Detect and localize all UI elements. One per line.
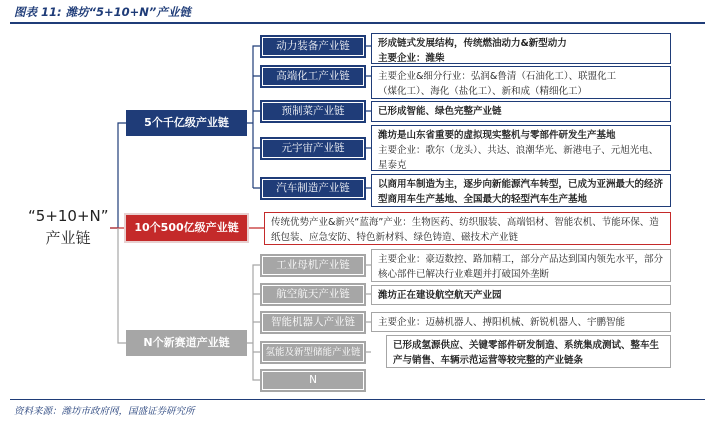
connector-root-blue [110, 123, 126, 228]
category-5-chains: 5个千亿级产业链 [126, 110, 247, 136]
footer-rule [10, 399, 705, 400]
desc-metaverse-line1: 潍坊是山东省重要的虚拟现实整机与零部件研发生产基地 [378, 130, 616, 141]
desc-hydrogen-storage [386, 335, 671, 368]
category-10-chains: 10个500亿级产业链 [126, 215, 247, 241]
desc-high-end-chemical-line1: 主要企业&细分行业：弘润&鲁清（石油化工）、联盟化工 [378, 71, 617, 82]
connector-blue-branch [247, 46, 260, 188]
chain-auto-manufacturing: 汽车制造产业链 [260, 177, 366, 200]
desc-auto-manufacturing-line1: 以商用车制造为主，逐步向新能源汽车转型，已成为亚洲最大的经济型商用车生产基地、全国最大的轻型汽车生产基地 [378, 179, 664, 205]
desc-aerospace [371, 285, 671, 305]
desc-machine-tools-text: 主要企业：豪迈数控、路加精工，部分产品达到国内领先水平，部分核心部件已解决行业难题并打破国外垄断 [378, 254, 664, 280]
desc-prepared-food-line1: 已形成智能、绿色完整产业链 [378, 106, 502, 117]
chain-prepared-food: 预制菜产业链 [260, 100, 366, 123]
chain-intelligent-robots: 智能机器人产业链 [260, 311, 366, 334]
chain-power-equipment: 动力装备产业链 [260, 35, 366, 58]
connector-grey-branch [247, 265, 260, 380]
chain-hydrogen-storage: 氢能及新型储能产业链 [260, 341, 366, 364]
desc-intelligent-robots-text: 主要企业：迈赫机器人、搏阳机械、新锐机器人、宇鹏智能 [378, 317, 626, 328]
desc-hydrogen-storage-text: 已形成氢源供应、关键零部件研发制造、系统集成测试、整车生产与销售、车辆示范运营等较完整的产业链条 [393, 340, 660, 366]
desc-10-chains [264, 212, 671, 245]
desc-10-chains-text: 传统优势产业&新兴“蓝海”产业：生物医药、纺织服装、高端铝材、智能农机、节能环保、造纸包装、应急安防、特色新材料、绿色铸造、磁技术产业链 [271, 217, 659, 243]
desc-intelligent-robots [371, 312, 671, 332]
desc-power-equipment-line2: 主要企业：潍柴 [378, 53, 445, 64]
root-subtitle: 产业链 [45, 229, 91, 247]
chain-aerospace: 航空航天产业链 [260, 283, 366, 306]
chain-high-end-chemical: 高端化工产业链 [260, 65, 366, 88]
category-n-chains: N个新赛道产业链 [126, 330, 247, 356]
desc-high-end-chemical [371, 66, 671, 99]
chain-machine-tools: 工业母机产业链 [260, 254, 366, 277]
root-title: “5+10+N” [28, 207, 109, 225]
desc-metaverse-line2: 主要企业：歌尔（龙头）、共达、浪潮华光、新港电子、元旭光电、星泰克 [378, 145, 659, 171]
desc-metaverse [371, 125, 671, 171]
connector-root-grey [118, 228, 126, 343]
desc-power-equipment [371, 33, 671, 64]
root-node [28, 205, 108, 249]
chain-n: N [260, 369, 366, 392]
chain-metaverse: 元宇宙产业链 [260, 137, 366, 160]
desc-high-end-chemical-line2: （煤化工）、海化（盐化工）、新和成（精细化工） [378, 86, 588, 97]
source-note: 资料来源：潍坊市政府网，国盛证券研究所 [14, 406, 195, 417]
desc-machine-tools [371, 249, 671, 282]
desc-power-equipment-line1: 形成链式发展结构，传统燃油动力&新型动力 [378, 38, 567, 49]
desc-aerospace-text: 潍坊正在建设航空航天产业园 [378, 290, 502, 301]
desc-prepared-food [371, 101, 671, 122]
desc-auto-manufacturing [371, 174, 671, 207]
figure-title: 图表 11: 潍坊“5+10+N”产业链 [14, 5, 191, 19]
